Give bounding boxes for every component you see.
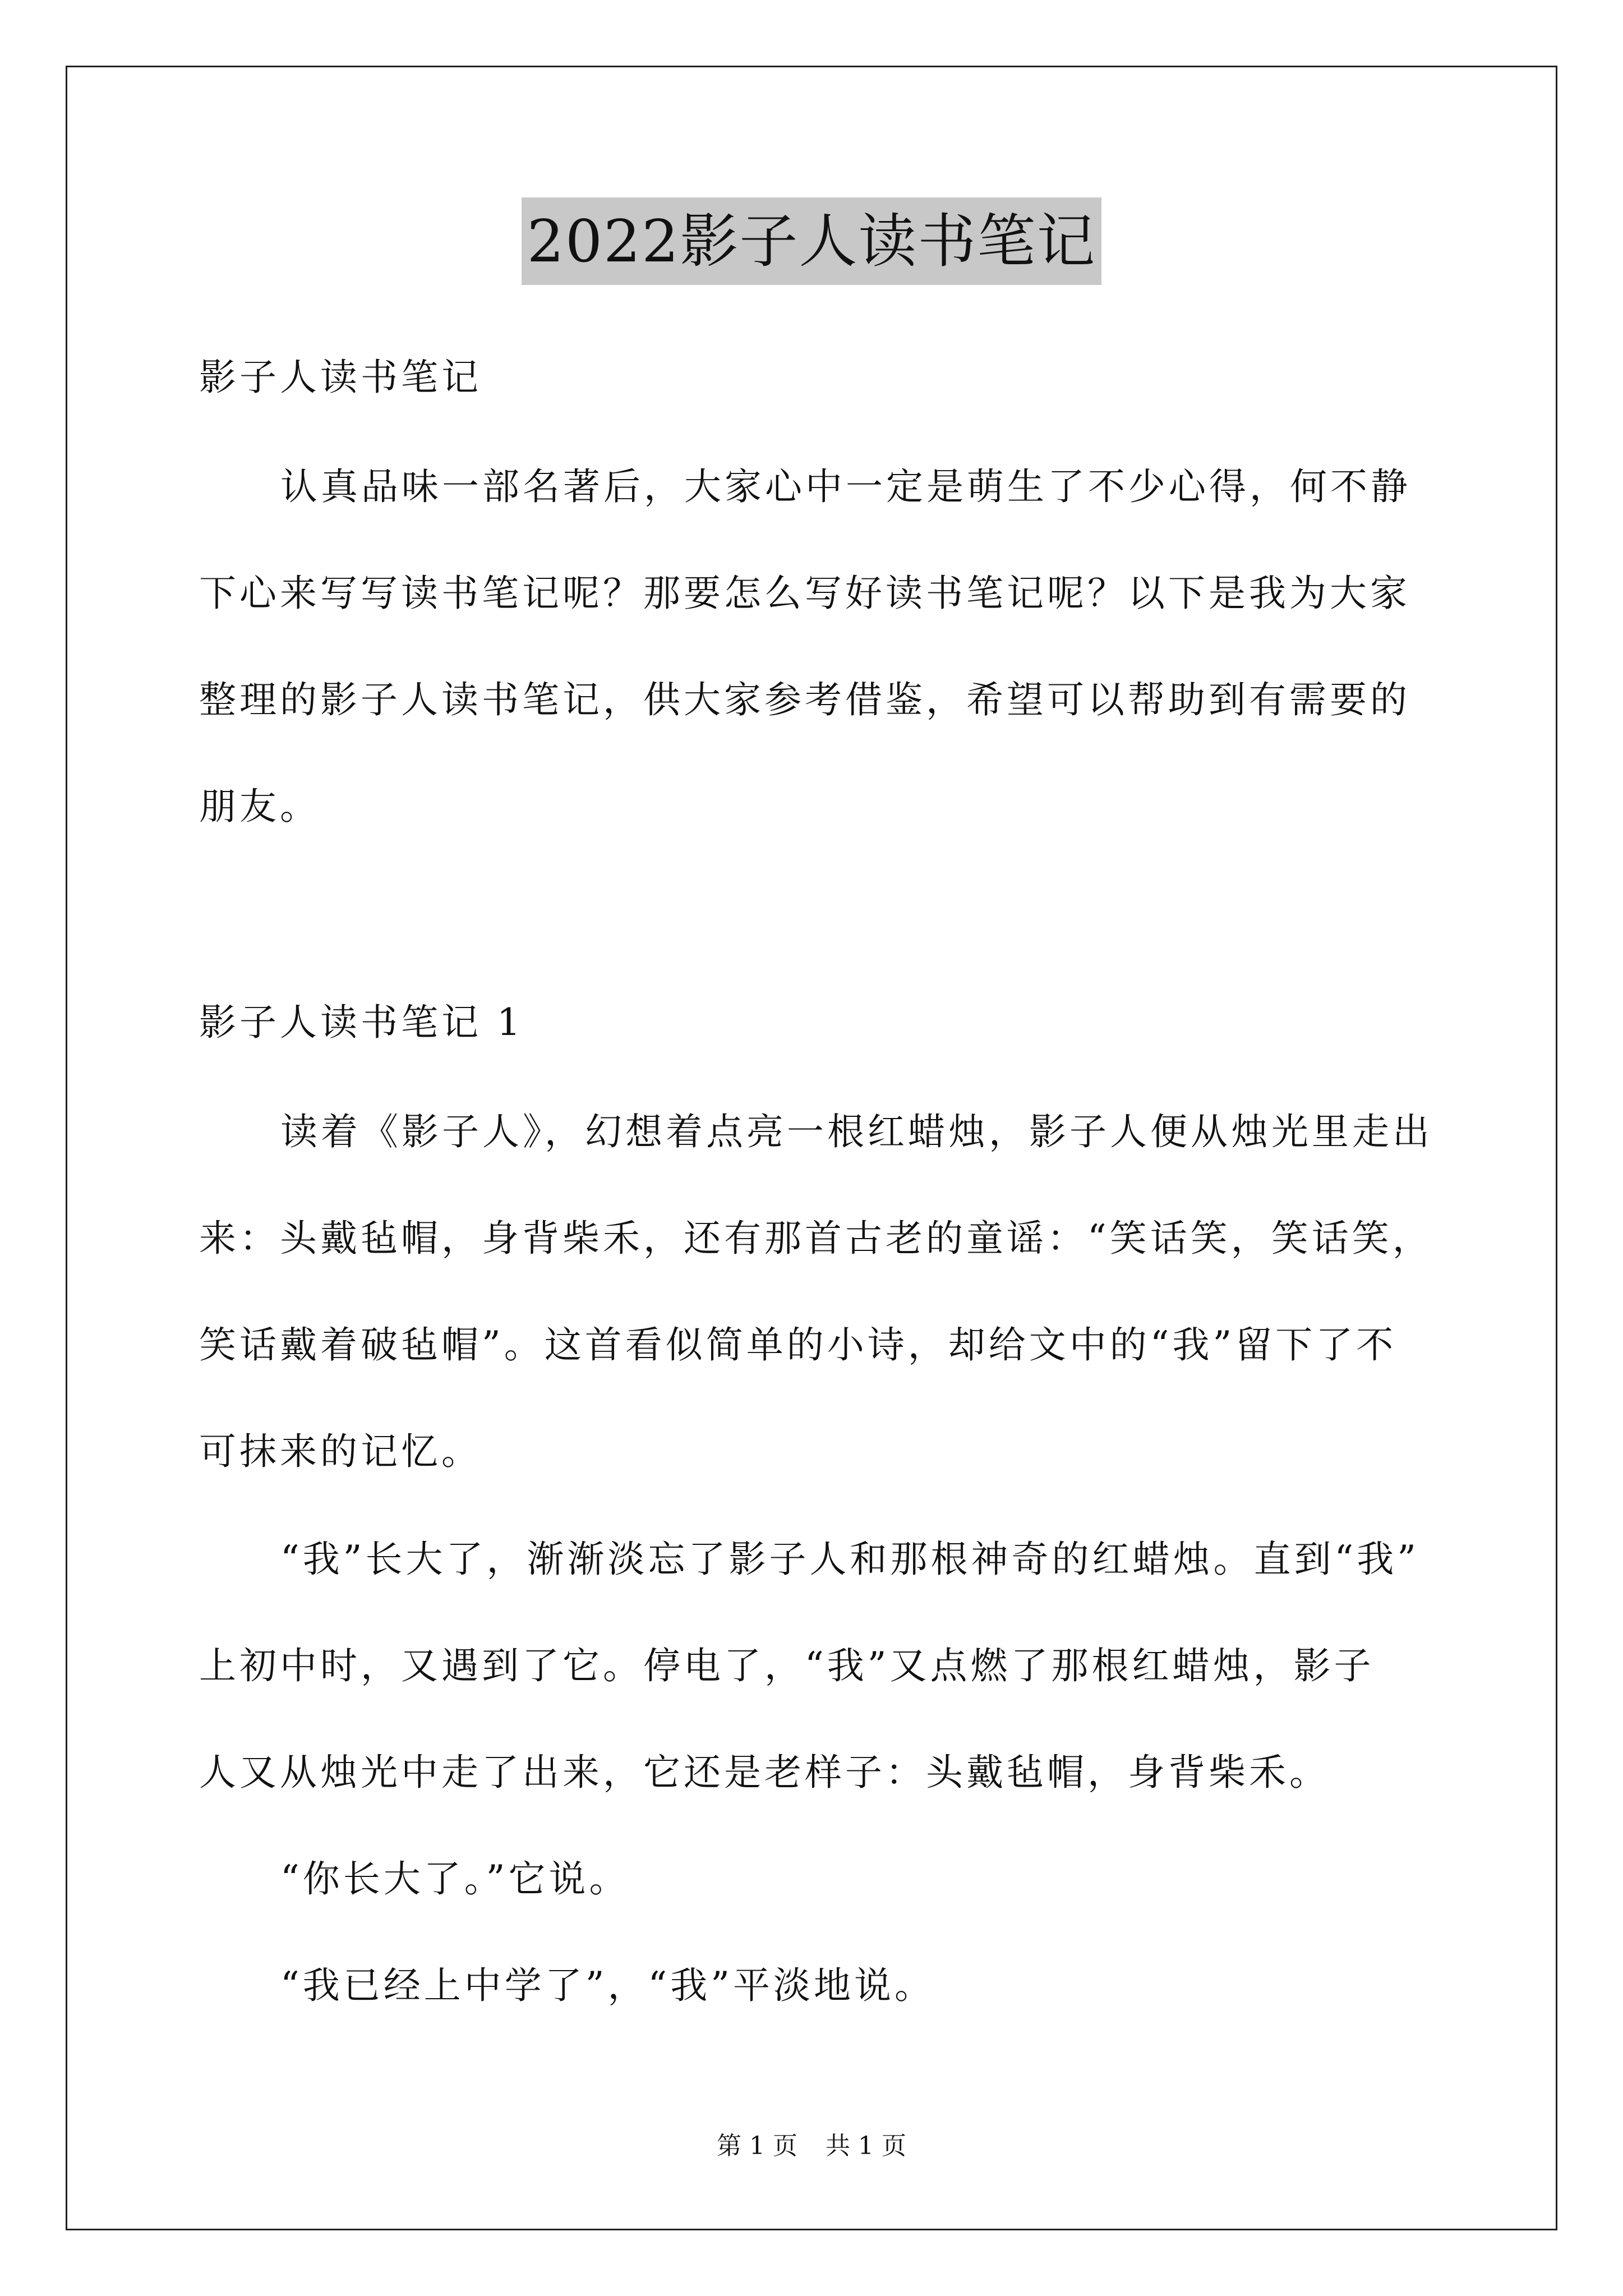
page-footer xyxy=(0,2129,1623,2163)
section-paragraph-line-2: 来：头戴毡帽，身背柴禾，还有那首古老的童谣：“笑话笑，笑话笑， xyxy=(199,1217,1433,1260)
intro-paragraph-line-2: 下心来写写读书笔记呢？那要怎么写好读书笔记呢？以下是我为大家 xyxy=(199,572,1410,615)
document-title: 2022影子人读书笔记 xyxy=(522,197,1102,285)
page-number-total: 共 1 页 xyxy=(826,2132,906,2160)
page-number-current: 第 1 页 xyxy=(717,2132,797,2160)
section-paragraph-line-8: “你长大了。”它说。 xyxy=(280,1857,630,1901)
section-paragraph-line-9: “我已经上中学了”，“我”平淡地说。 xyxy=(280,1964,935,2007)
section-paragraph-line-7: 人又从烛光中走了出来，它还是老样子：头戴毡帽，身背柴禾。 xyxy=(199,1751,1330,1794)
section-paragraph-line-6: 上初中时，又遇到了它。停电了，“我”又点燃了那根红蜡烛，影子 xyxy=(199,1644,1375,1687)
section-paragraph-line-3: 笑话戴着破毡帽”。这首看似简单的小诗，却给文中的“我”留下了不 xyxy=(199,1323,1397,1366)
section-paragraph-line-1: 读着《影子人》，幻想着点亮一根红蜡烛，影子人便从烛光里走出 xyxy=(280,1110,1433,1153)
title-container xyxy=(0,197,1623,285)
section-paragraph-line-4: 可抹来的记忆。 xyxy=(199,1430,482,1473)
section-paragraph-line-5: “我”长大了，渐渐淡忘了影子人和那根神奇的红蜡烛。直到“我” xyxy=(280,1538,1419,1581)
intro-paragraph-line-4: 朋友。 xyxy=(199,785,320,828)
intro-heading: 影子人读书笔记 xyxy=(199,356,482,399)
intro-paragraph-line-3: 整理的影子人读书笔记，供大家参考借鉴，希望可以帮助到有需要的 xyxy=(199,678,1410,721)
intro-paragraph-line-1: 认真品味一部名著后，大家心中一定是萌生了不少心得，何不静 xyxy=(280,465,1411,508)
section-heading: 影子人读书笔记 1 xyxy=(199,1001,524,1044)
